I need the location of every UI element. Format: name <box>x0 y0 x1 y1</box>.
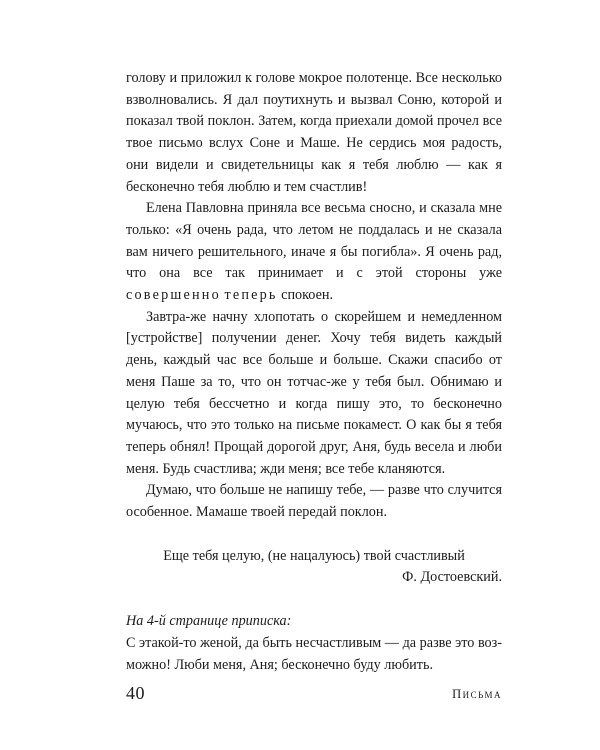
signature-block <box>126 546 502 589</box>
signature-line: Еще тебя целую, (не нацалуюсь) твой счастливый <box>163 547 465 564</box>
paragraph-1: голову и приложил к голове мокрое полотенце. Все несколько взволновались. Я дал поутихнуть и вызвал Соню, которой и показал твой поклон. Затем, когда приехали домой прочел все твое письмо вслух Соне и Маше. Не сердись моя радость, они видели и свидетельницы как я тебя люблю — как я бесконечно тебя люблю и тем счастлив! <box>126 70 502 195</box>
postscript-block <box>126 611 502 676</box>
postscript-heading: На 4-й странице приписка: <box>126 613 292 630</box>
postscript-text: С этакой-то женой, да быть несчастливым — да разве это возможно! Люби меня, Аня; бесконечно буду любить. <box>126 634 502 673</box>
paragraph-2-end: спокоен. <box>277 287 334 304</box>
paragraph-4: Думаю, что больше не напишу тебе, — разве что случится особенное. Мамаше твоей передай поклон. <box>126 482 502 521</box>
letter-text <box>126 68 502 676</box>
paragraph-2-start: Елена Павловна приняла все весьма сносно, и сказала мне только: «Я очень рада, что летом не поддалась и не сказала вам ничего решительного, иначе я бы погибла». Я очень рад, что она все так принимает и с этой стороны уже <box>126 200 502 282</box>
running-title: Письма <box>452 687 502 701</box>
page-number: 40 <box>126 683 145 703</box>
paragraph-2 <box>126 198 502 307</box>
spaced-word-teper: теперь <box>224 287 278 304</box>
signature-name: Ф. Достоевский. <box>402 569 502 586</box>
spaced-word-sovershenno: совершенно <box>126 287 221 304</box>
paragraph-3: Завтра-же начну хлопотать о скорейшем и немедленном [устройстве] получении денег. Хочу тебя видеть каждый день, каждый час все больше и больше. Скажи спасибо от меня Паше за то, что он тотчас-же у тебя был. Обнимаю и целую тебя бессчетно и когда пишу это, то бесконечно мучаюсь, что это только на письме покамест. О как бы я тебя теперь обнял! Прощай дорогой друг, Аня, будь весела и люби меня. Будь счастлива; жди меня; все тебе кланяются. <box>126 308 502 477</box>
